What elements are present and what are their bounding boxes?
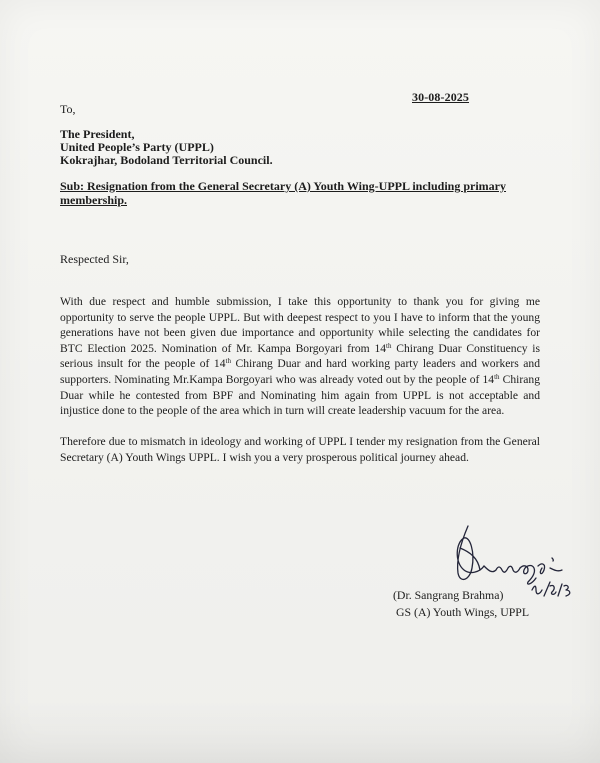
salutation: Respected Sir, xyxy=(60,252,129,266)
page-shadow xyxy=(0,700,600,763)
subject-line: Sub: Resignation from the General Secretary (A) Youth Wing-UPPL including primary membership. xyxy=(60,179,507,207)
signatory-title: GS (A) Youth Wings, UPPL xyxy=(396,605,530,619)
body-paragraph-1 xyxy=(60,294,540,419)
to-label: To, xyxy=(60,102,76,116)
letter-date: 30-08-2025 xyxy=(412,90,469,104)
signatory-name: (Dr. Sangrang Brahma) xyxy=(393,588,504,602)
body-paragraph-2: Therefore due to mismatch in ideology and working of UPPL I tender my resignation from the General Secretary (A) Youth Wings UPPL. I wish you a very prosperous political journey ahead. xyxy=(60,435,540,464)
p1-text-b: Chirang Duar Constituency is serious insult for the people of 14 xyxy=(60,341,541,371)
p1-text-d: Chirang Duar while he contested from BPF and Nominating him again from UPPL is not acceptable and injustice done to the people of the area which in turn will create leadership vacuum for the area. xyxy=(60,372,540,418)
p1-text-a: With due respect and humble submission, I take this opportunity to thank you for giving me opportunity to serve the people UPPL. But with deepest respect to you I have to inform that the young generations have not been given due importance and opportunity while selecting the candidates for BTC Election 2025. Nomination of Mr. Kampa Borgoyari from 14 xyxy=(60,295,540,355)
p1-superscript-3: th xyxy=(494,372,500,381)
p1-text-c: Chirang Duar and hard working party leaders and workers and supporters. Nominating Mr.Kampa Borgoyari who was already voted out by the people of 14 xyxy=(60,357,541,386)
recipient-line-1: The President, xyxy=(60,127,135,141)
recipient-line-3: Kokrajhar, Bodoland Territorial Council. xyxy=(60,153,273,167)
p1-superscript-2: th xyxy=(225,357,231,366)
recipient-line-2: United People’s Party (UPPL) xyxy=(60,140,214,154)
recipient-address xyxy=(60,128,273,167)
p1-superscript-1: th xyxy=(386,341,392,350)
